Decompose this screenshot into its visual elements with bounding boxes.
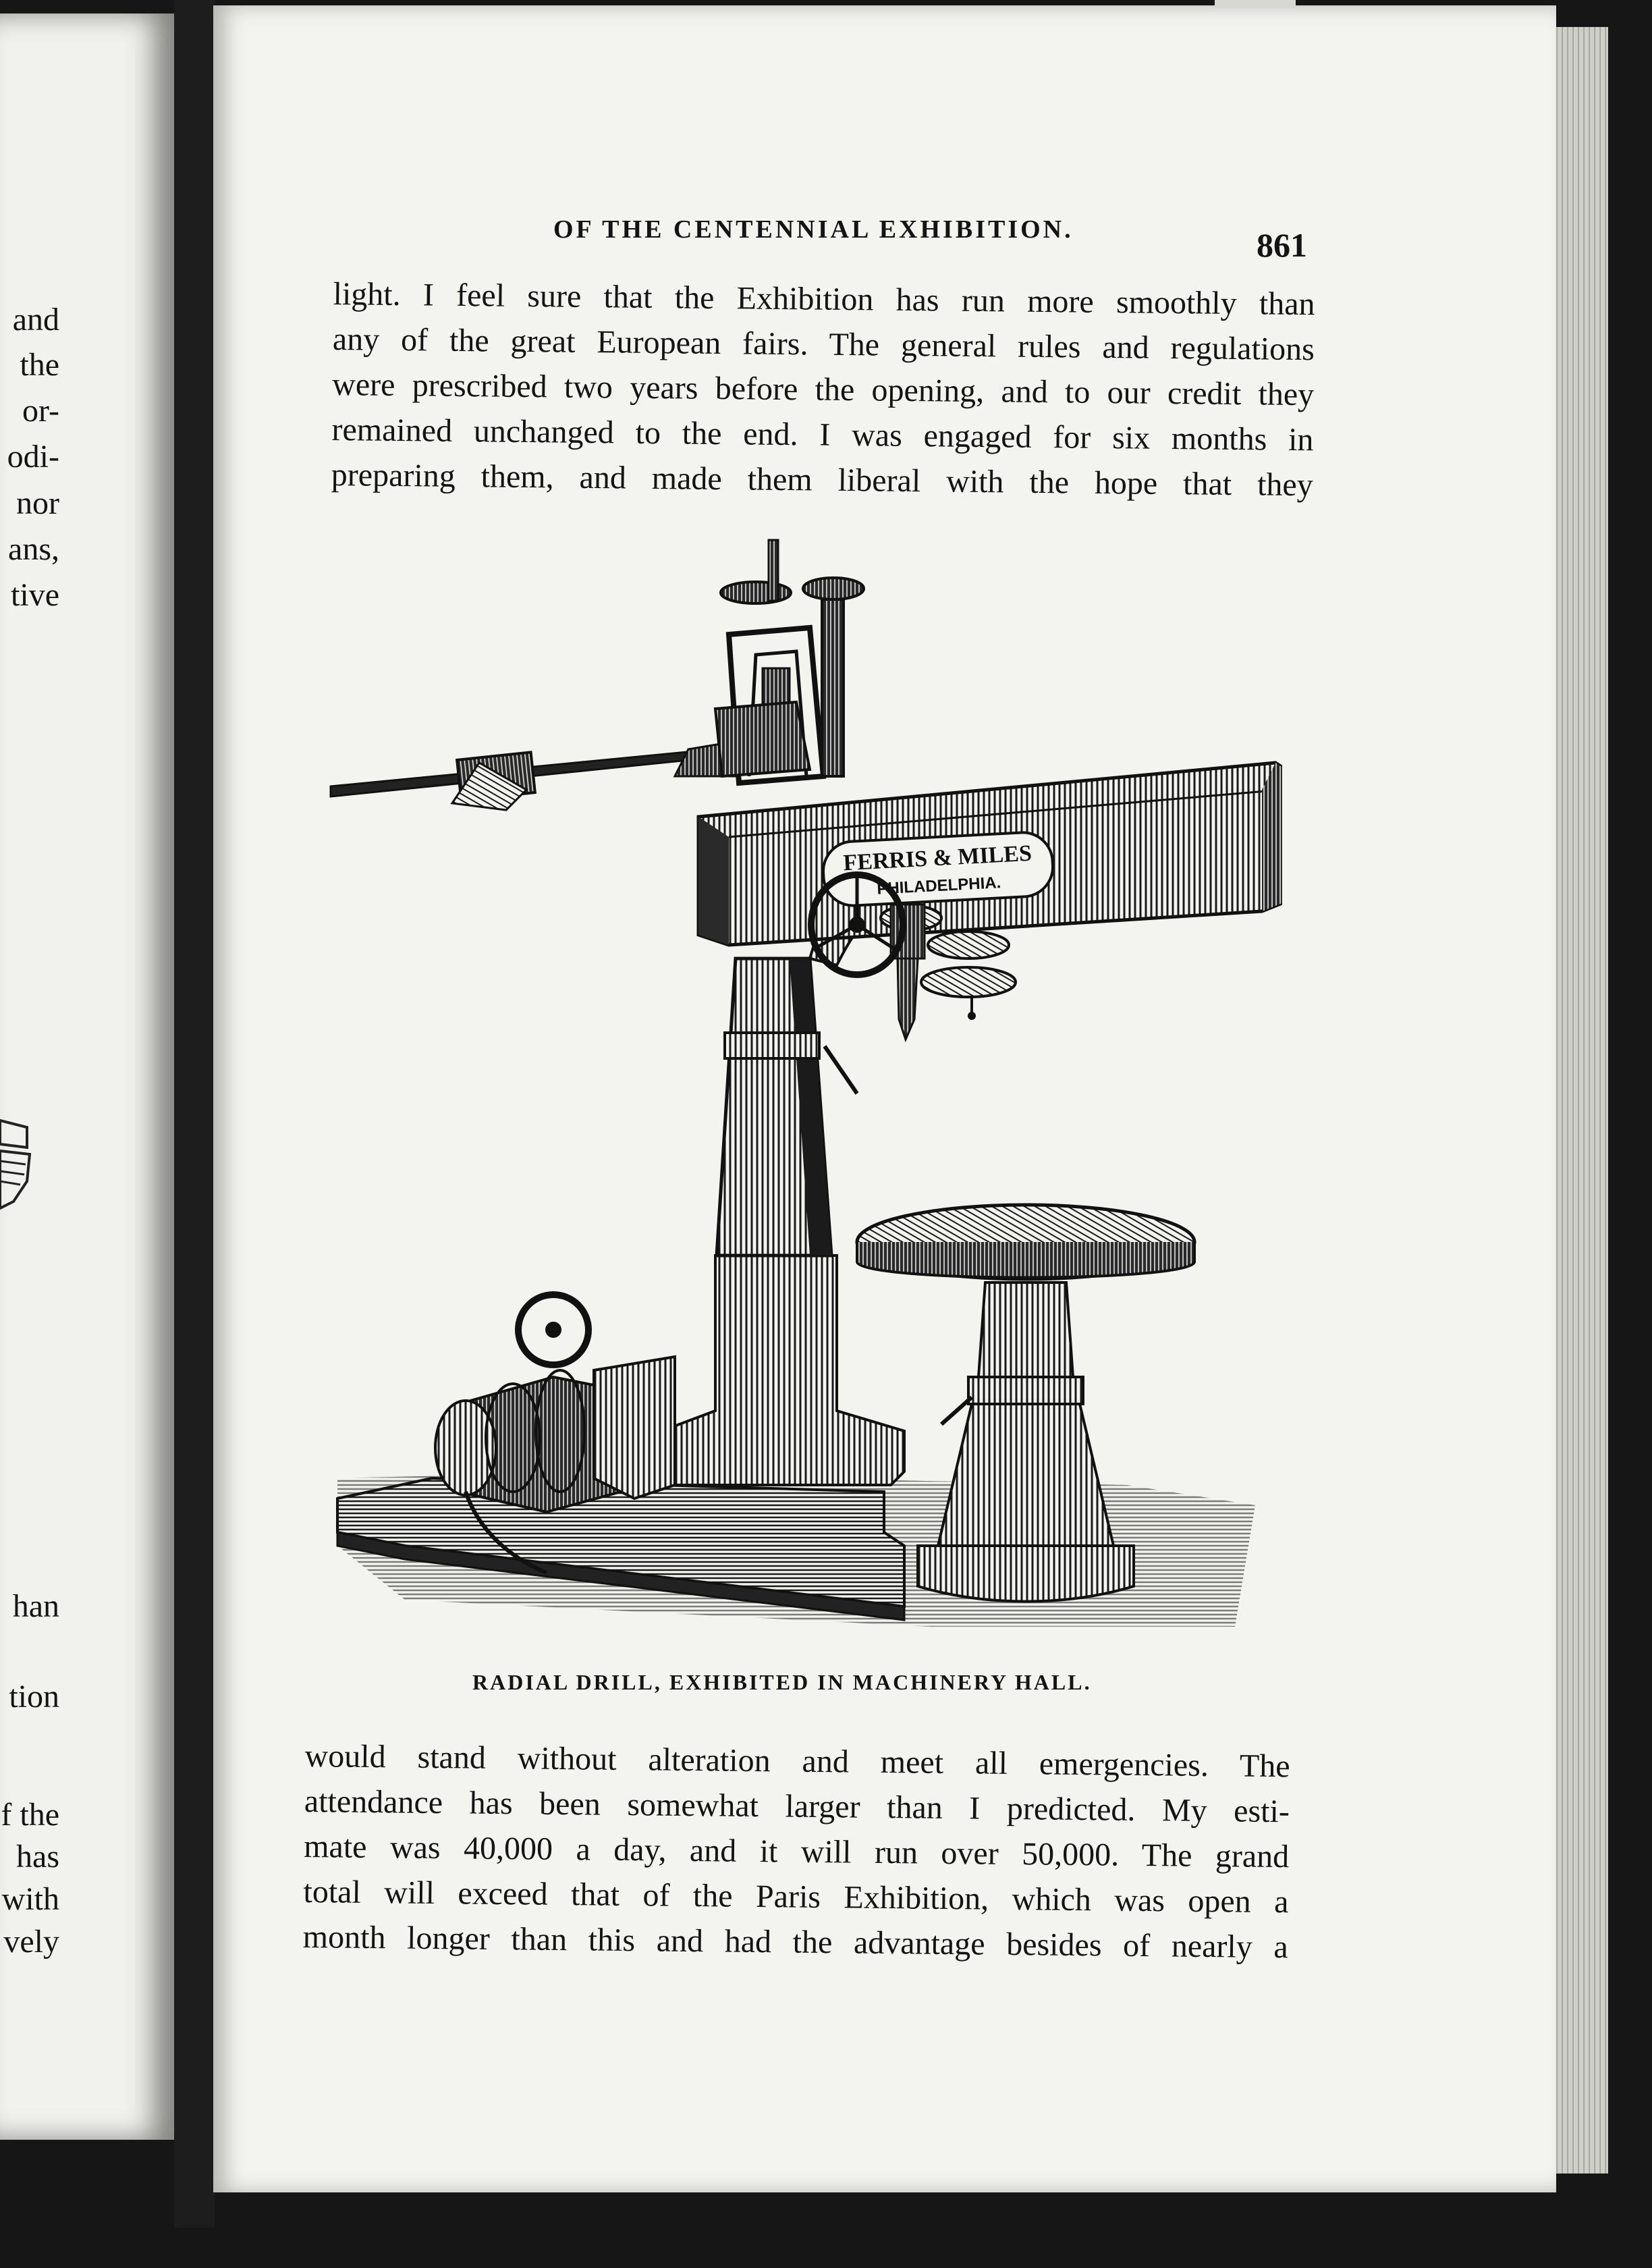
left-text-line: odi-: [7, 439, 59, 475]
text-line: light. I feel sure that the Exhibition has run more smoothly than: [333, 275, 1315, 323]
left-text-line: with: [1, 1881, 59, 1917]
nameplate-line-1: FERRIS & MILES: [842, 840, 1032, 876]
text-line: month longer than this and had the advantage besides of nearly a: [302, 1918, 1289, 1966]
text-line: mate was 40,000 a day, and it will run over 50,000. The grand: [303, 1828, 1290, 1875]
left-text-line: nor: [16, 485, 59, 521]
text-line: any of the great European fairs. The general rules and regulations: [332, 321, 1315, 368]
left-engraving-fragment: [0, 1114, 34, 1215]
left-text-line: vely: [3, 1924, 59, 1960]
paper-speck: [1215, 0, 1296, 8]
left-text-line: or-: [22, 393, 59, 429]
text-line: total will exceed that of the Paris Exhibition, which was open a: [303, 1873, 1289, 1920]
running-head: OF THE CENTENNIAL EXHIBITION.: [553, 215, 1074, 244]
book-gutter: [174, 0, 215, 2228]
left-page-fragment: [0, 14, 174, 2140]
left-text-line: ans,: [8, 531, 59, 567]
text-line: would stand without alteration and meet all emergencies. The: [304, 1737, 1290, 1785]
left-text-line: tion: [9, 1679, 59, 1714]
radial-drill-engraving: [324, 520, 1282, 1654]
paragraph-top: [331, 271, 1315, 508]
drive-shaft: [331, 749, 715, 810]
text-line: attendance has been somewhat larger than I predicted. My esti-: [304, 1783, 1290, 1830]
left-text-line: has: [16, 1839, 59, 1874]
figure-caption: RADIAL DRILL, EXHIBITED IN MACHINERY HALL.: [472, 1670, 1092, 1694]
page-number: 861: [1257, 226, 1307, 264]
text-line: were prescribed two years before the opening, and to our credit they: [331, 366, 1315, 413]
text-line: preparing them, and made them liberal with the hope that they: [331, 456, 1314, 504]
text-line: remained unchanged to the end. I was engaged for six months in: [331, 411, 1314, 458]
left-text-line: and: [12, 302, 59, 338]
left-text-line: f the: [1, 1797, 59, 1833]
left-text-line: the: [20, 347, 59, 383]
drill-head: [675, 540, 864, 783]
paragraph-bottom: [302, 1733, 1290, 1970]
left-text-line: han: [12, 1588, 59, 1624]
left-text-line: tive: [11, 577, 59, 613]
nameplate-line-2: PHILADELPHIA.: [876, 873, 1001, 898]
